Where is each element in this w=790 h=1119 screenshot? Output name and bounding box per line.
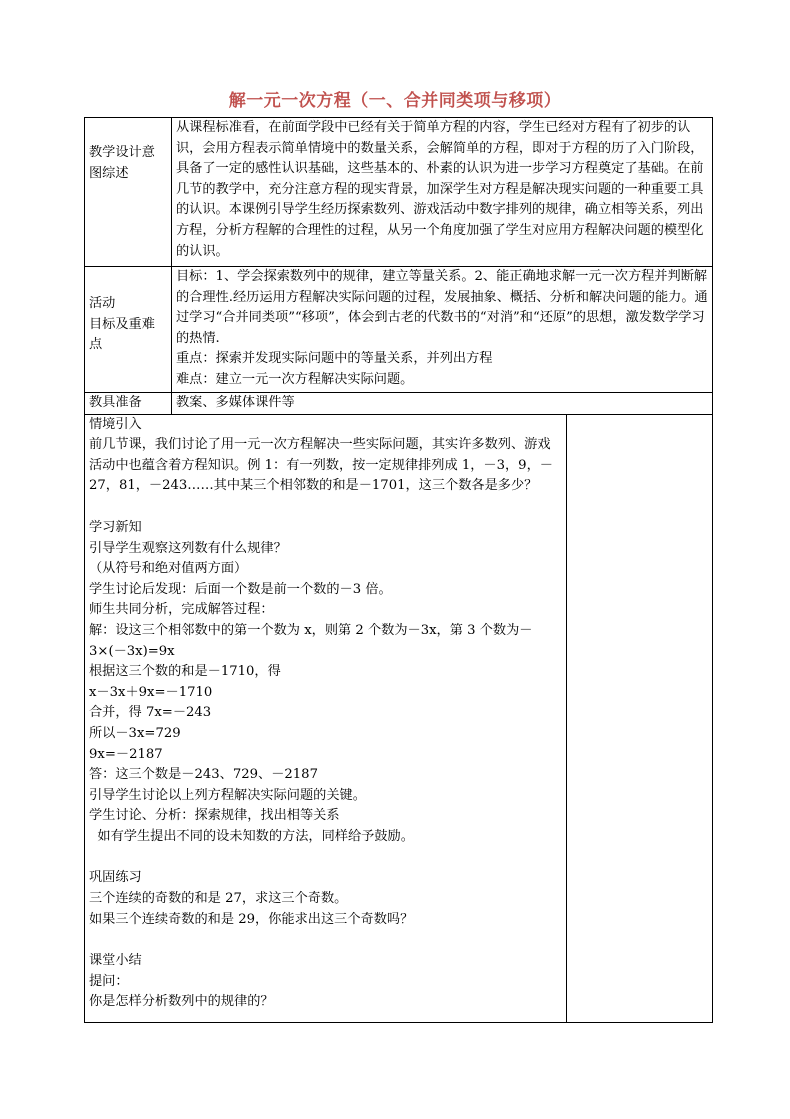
- process-row: [85, 414, 713, 1022]
- goals-label-line1: 活动: [89, 296, 116, 311]
- process-line: 课堂小结: [89, 953, 142, 969]
- process-line: 合并，得 7x=－243: [89, 705, 212, 721]
- goals-text-cell: [172, 267, 713, 393]
- prep-label: 教具准备: [85, 393, 172, 415]
- intent-label-line1: 教学设计意: [89, 145, 155, 160]
- process-line: 巩固练习: [89, 870, 142, 886]
- process-line: 引导学生观察这列数有什么规律？: [89, 540, 287, 556]
- process-line: 根据这三个数的和是－1710，得: [89, 664, 281, 680]
- goals-label-line3: 点: [89, 337, 103, 353]
- process-line: [89, 497, 562, 518]
- process-line: 如果三个连续奇数的和是 29，你能求出这三个奇数吗？: [89, 911, 414, 927]
- process-line: 所以－3x=729: [89, 725, 181, 741]
- process-line: 引导学生讨论以上列方程解决实际问题的关键。: [89, 787, 366, 803]
- document-title: 解一元一次方程（一、合并同类项与移项）: [228, 91, 562, 111]
- goals-key-point: 重点：探索并发现实际问题中的等量关系，并列出方程: [176, 351, 493, 367]
- prep-row: [85, 393, 713, 415]
- process-line: 答：这三个数是－243、729、－2187: [89, 767, 318, 783]
- process-line: （从符号和绝对值两方面）: [89, 561, 248, 577]
- goals-label-line2: 目标及重难: [89, 316, 155, 332]
- goals-difficulty: 难点：建立一元一次方程解决实际问题。: [176, 371, 414, 387]
- process-cell: [85, 414, 567, 1022]
- process-line: 前几节课，我们讨论了用一元一次方程解决一些实际问题，其实许多数列、游戏活动中也蕴含着方程知识。例 1：有一列数，按一定规律排列成 1，－3，9，－27，81，－243……其中某三个相邻数的和是－1701，这三个数各是多少？: [89, 437, 553, 494]
- goals-label-cell: [85, 267, 172, 393]
- process-line: 师生共同分析，完成解答过程：: [89, 602, 274, 618]
- process-line: 三个连续的奇数的和是 27，求这三个奇数。: [89, 891, 348, 907]
- process-line: 如有学生提出不同的设未知数的方法，同样给予鼓励。: [89, 828, 414, 844]
- intent-label-cell: [85, 118, 172, 267]
- process-line: 学生讨论后发现：后面一个数是前一个数的－3 倍。: [89, 581, 392, 597]
- notes-cell: [567, 414, 713, 1022]
- process-line: [89, 847, 562, 868]
- intent-text: 从课程标准看，在前面学段中已经有关于简单方程的内容，学生已经对方程有了初步的认识，会用方程表示简单情境中的数量关系，会解简单的方程，即对于方程的历了入门阶段，具备了一定的感性认识基础，这些基本的、朴素的认识为进一步学习方程奠定了基础。在前几节的教学中，充分注意方程的现实背景，加深学生对方程是解决现实问题的一种重要工具的认识。本课例引导学生经历探索数列、游戏活动中数字排列的规律，确立相等关系，列出方程，分析方程解的合理性的过程，从另一个角度加强了学生对应用方程解决问题的模型化的认识。: [176, 120, 704, 259]
- process-line: 学习新知: [89, 519, 142, 535]
- goals-objective: 目标：1、学会探索数列中的规律，建立等量关系。2、能正确地求解一元一次方程并判断解的合理性.经历运用方程解决实际问题的过程，发展抽象、概括、分析和解决问题的能力。通过学习“合并同类项”“移项”，体会到古老的代数书的“对消”和“还原”的思想，激发数学学习的热情.: [176, 269, 708, 346]
- process-line: 情境引入: [89, 416, 142, 432]
- process-line: 9x=－2187: [89, 746, 163, 762]
- process-line: 你是怎样分析数列中的规律的？: [89, 994, 274, 1010]
- process-line: [89, 930, 562, 951]
- prep-text: 教案、多媒体课件等: [172, 393, 713, 415]
- process-lines: [89, 415, 562, 1013]
- process-line: 提问：: [89, 973, 129, 989]
- intent-row: [85, 118, 713, 267]
- intent-label-line2: 图综述: [89, 165, 129, 181]
- lesson-plan-table: [84, 117, 713, 1023]
- intent-text-cell: [172, 118, 713, 267]
- process-line: 学生讨论、分析：探索规律，找出相等关系: [89, 808, 340, 824]
- process-line: 解：设这三个相邻数中的第一个数为 x，则第 2 个数为－3x，第 3 个数为－3×(－3x)=9x: [89, 622, 533, 659]
- process-line: x－3x＋9x=－1710: [89, 684, 213, 700]
- goals-row: [85, 267, 713, 393]
